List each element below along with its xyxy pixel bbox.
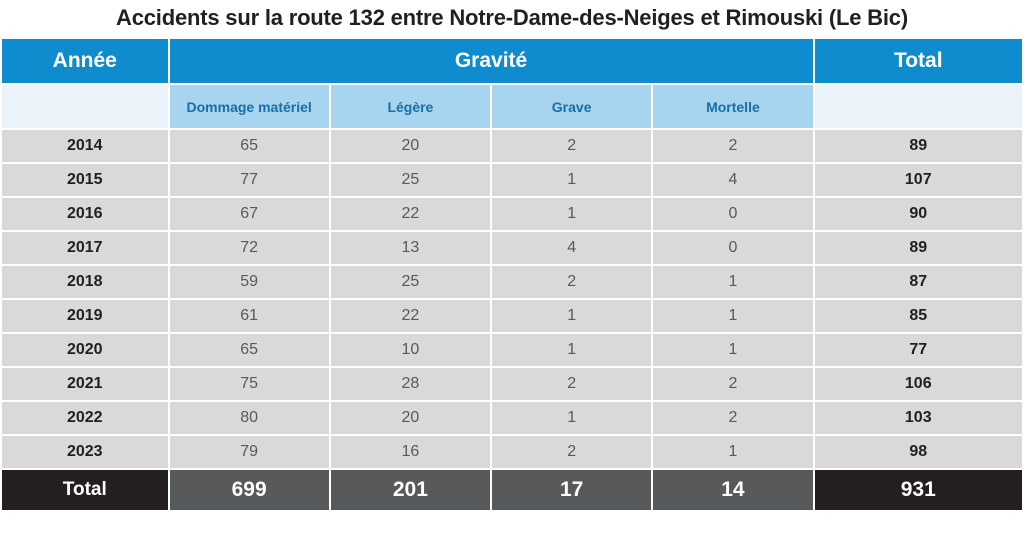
cell-grave: 2: [492, 130, 651, 162]
footer-mortelle: 14: [653, 470, 812, 510]
cell-year: 2015: [2, 164, 168, 196]
cell-dommage-materiel: 77: [170, 164, 329, 196]
cell-year: 2022: [2, 402, 168, 434]
table-head: [2, 39, 1022, 128]
cell-dommage-materiel: 72: [170, 232, 329, 264]
cell-total: 87: [815, 266, 1022, 298]
table-row: [2, 198, 1022, 230]
subheader-total-empty: [815, 85, 1022, 128]
header-row-sub: [2, 85, 1022, 128]
subheader-legere: Légère: [331, 85, 490, 128]
cell-dommage-materiel: 75: [170, 368, 329, 400]
cell-legere: 22: [331, 300, 490, 332]
cell-grave: 1: [492, 198, 651, 230]
cell-year: 2019: [2, 300, 168, 332]
subheader-grave: Grave: [492, 85, 651, 128]
cell-mortelle: 2: [653, 368, 812, 400]
cell-mortelle: 0: [653, 232, 812, 264]
table-row: [2, 130, 1022, 162]
cell-mortelle: 1: [653, 300, 812, 332]
cell-total: 77: [815, 334, 1022, 366]
cell-total: 107: [815, 164, 1022, 196]
cell-dommage-materiel: 65: [170, 334, 329, 366]
cell-year: 2021: [2, 368, 168, 400]
cell-mortelle: 1: [653, 266, 812, 298]
cell-mortelle: 1: [653, 436, 812, 468]
cell-grave: 2: [492, 436, 651, 468]
table-foot: [2, 470, 1022, 510]
cell-total: 89: [815, 130, 1022, 162]
table-row: [2, 402, 1022, 434]
cell-mortelle: 1: [653, 334, 812, 366]
cell-dommage-materiel: 67: [170, 198, 329, 230]
table-body: [2, 130, 1022, 468]
header-row-main: [2, 39, 1022, 83]
header-year: Année: [2, 39, 168, 83]
cell-legere: 16: [331, 436, 490, 468]
table-row: [2, 300, 1022, 332]
cell-legere: 20: [331, 402, 490, 434]
cell-grave: 2: [492, 266, 651, 298]
cell-year: 2017: [2, 232, 168, 264]
footer-grave: 17: [492, 470, 651, 510]
cell-total: 106: [815, 368, 1022, 400]
cell-legere: 25: [331, 164, 490, 196]
cell-year: 2018: [2, 266, 168, 298]
cell-total: 90: [815, 198, 1022, 230]
header-total: Total: [815, 39, 1022, 83]
cell-year: 2020: [2, 334, 168, 366]
page-title: Accidents sur la route 132 entre Notre-Dame-des-Neiges et Rimouski (Le Bic): [116, 5, 908, 30]
footer-label: Total: [2, 470, 168, 510]
table-row: [2, 266, 1022, 298]
accidents-table: [0, 37, 1024, 512]
subheader-dommage-materiel: Dommage matériel: [170, 85, 329, 128]
cell-grave: 1: [492, 334, 651, 366]
cell-year: 2023: [2, 436, 168, 468]
cell-grave: 1: [492, 300, 651, 332]
cell-legere: 28: [331, 368, 490, 400]
header-severity: Gravité: [170, 39, 813, 83]
cell-dommage-materiel: 79: [170, 436, 329, 468]
cell-grave: 2: [492, 368, 651, 400]
cell-total: 85: [815, 300, 1022, 332]
subheader-mortelle: Mortelle: [653, 85, 812, 128]
cell-legere: 20: [331, 130, 490, 162]
cell-total: 89: [815, 232, 1022, 264]
cell-grave: 1: [492, 164, 651, 196]
footer-dommage-materiel: 699: [170, 470, 329, 510]
cell-dommage-materiel: 61: [170, 300, 329, 332]
cell-mortelle: 4: [653, 164, 812, 196]
cell-mortelle: 0: [653, 198, 812, 230]
table-row: [2, 368, 1022, 400]
cell-year: 2014: [2, 130, 168, 162]
cell-total: 103: [815, 402, 1022, 434]
footer-grand-total: 931: [815, 470, 1022, 510]
table-row: [2, 436, 1022, 468]
cell-legere: 25: [331, 266, 490, 298]
cell-year: 2016: [2, 198, 168, 230]
cell-dommage-materiel: 80: [170, 402, 329, 434]
footer-legere: 201: [331, 470, 490, 510]
cell-dommage-materiel: 65: [170, 130, 329, 162]
cell-dommage-materiel: 59: [170, 266, 329, 298]
cell-legere: 10: [331, 334, 490, 366]
table-row: [2, 334, 1022, 366]
table-row: [2, 232, 1022, 264]
cell-grave: 4: [492, 232, 651, 264]
cell-total: 98: [815, 436, 1022, 468]
table-row: [2, 164, 1022, 196]
cell-legere: 22: [331, 198, 490, 230]
footer-row: [2, 470, 1022, 510]
subheader-year-empty: [2, 85, 168, 128]
cell-mortelle: 2: [653, 130, 812, 162]
cell-grave: 1: [492, 402, 651, 434]
cell-legere: 13: [331, 232, 490, 264]
cell-mortelle: 2: [653, 402, 812, 434]
